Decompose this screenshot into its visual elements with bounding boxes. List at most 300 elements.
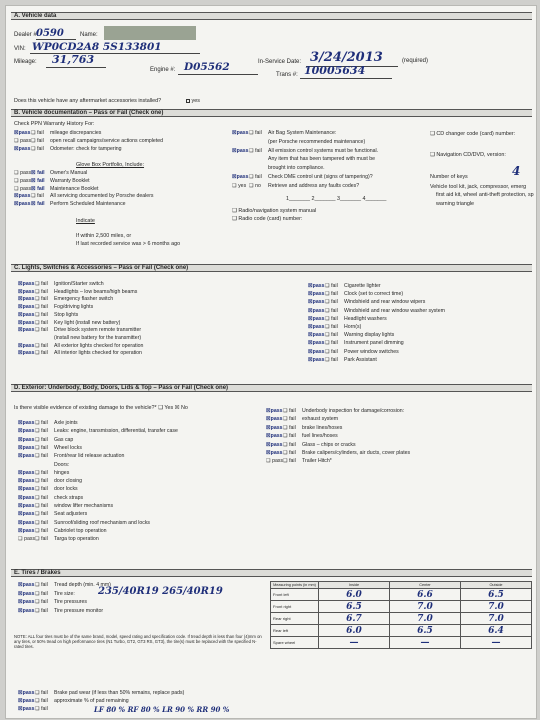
fail-checkbox[interactable]: ❑ fail: [325, 307, 338, 314]
checklist-item-label: Power window switches: [344, 348, 399, 355]
checklist-item-label: Owner's Manual: [50, 170, 88, 176]
tread-depth-cell: 6.5: [319, 601, 390, 613]
tire-size-value: 235/40R19 265/40R19: [98, 586, 223, 597]
checklist-row: [18, 327, 141, 333]
tread-depth-table: [270, 581, 532, 649]
fail-checkbox[interactable]: ❑ fail: [35, 444, 48, 451]
checklist-row: [232, 174, 373, 180]
checklist-item-label: Emergency flasher switch: [54, 296, 114, 303]
tread-depth-cell: 7.0: [461, 613, 532, 625]
fail-checkbox[interactable]: ❑ fail: [325, 332, 338, 339]
table-row: [271, 637, 532, 649]
pass-checkbox[interactable]: ☒pass: [18, 503, 35, 509]
pass-checkbox[interactable]: ☒pass: [18, 304, 35, 311]
fail-checkbox[interactable]: ❑ fail: [35, 511, 48, 518]
fail-checkbox[interactable]: ❑ fail: [325, 291, 338, 298]
pass-checkbox[interactable]: ☒pass: [232, 147, 249, 154]
checklist-row: [18, 520, 150, 526]
pass-checkbox[interactable]: ☒pass: [18, 469, 35, 476]
fail-checkbox[interactable]: ❑ fail: [325, 324, 338, 330]
engine-value: D05562: [184, 61, 230, 73]
checklist-row: [308, 324, 361, 330]
checklist-item-label: Ignition/Starter switch: [54, 281, 104, 287]
checklist-row: [18, 304, 93, 310]
tool-kit-label: Vehicle tool kit, jack, compressor, emerg: [430, 184, 527, 190]
fail-checkbox[interactable]: ❑ fail: [35, 582, 48, 588]
section-a-header: A. Vehicle data: [11, 12, 532, 20]
fail-checkbox[interactable]: ❑ fail: [31, 145, 44, 152]
pass-checkbox[interactable]: ☒pass: [18, 420, 35, 426]
fail-checkbox[interactable]: ❑ fail: [325, 356, 338, 363]
accessories-yes: [186, 98, 200, 104]
checklist-row: [18, 582, 111, 588]
pass-checkbox[interactable]: ☒pass: [18, 607, 35, 614]
pass-checkbox[interactable]: ☒pass: [14, 130, 31, 136]
fail-checkbox[interactable]: ☒ fail: [31, 185, 45, 192]
glovebox-heading: Glove Box Portfolio, Include:: [76, 162, 145, 168]
checklist-row: [266, 416, 338, 422]
pass-checkbox[interactable]: ☒pass: [266, 441, 283, 448]
table-header-cell: Inside: [319, 582, 390, 589]
pass-checkbox[interactable]: ☒pass: [18, 511, 35, 518]
fail-checkbox[interactable]: ❑ fail: [35, 478, 48, 485]
pass-checkbox[interactable]: ☒pass: [18, 453, 35, 460]
checklist-item-label: All servicing documented by Porsche dealers: [50, 193, 154, 200]
checklist-item-label: Clock (set to correct time): [344, 291, 404, 298]
checklist-item-label: Tire pressures: [54, 599, 87, 606]
if-last-service-label: If last recorded service was > 6 months ago: [76, 241, 181, 247]
checklist-row: [18, 511, 87, 517]
brake-pad-value: LF 80 % RF 80 % LR 90 % RR 90 %: [94, 705, 230, 714]
checklist-row: [266, 442, 356, 448]
pass-checkbox[interactable]: ☒pass: [308, 283, 325, 289]
fail-checkbox[interactable]: ❑ fail: [325, 348, 338, 355]
pass-checkbox[interactable]: ☒pass: [18, 342, 35, 349]
checklist-row: [18, 503, 113, 509]
pass-checkbox[interactable]: ☒pass: [14, 201, 31, 208]
pass-checkbox[interactable]: ☒pass: [18, 706, 35, 713]
checklist-row: [18, 428, 178, 434]
fail-checkbox[interactable]: ❑ fail: [35, 288, 48, 295]
tread-depth-cell: —: [390, 637, 461, 649]
checklist-row: [266, 425, 342, 431]
pass-checkbox[interactable]: ☒pass: [18, 486, 35, 493]
pass-checkbox[interactable]: ☒pass: [308, 340, 325, 347]
fail-checkbox[interactable]: ❑ fail: [35, 607, 48, 614]
pass-checkbox[interactable]: ❑ pass: [14, 170, 32, 176]
checklist-row: [18, 599, 87, 605]
tool-kit-line2: first aid kit, wheel anti-theft protection, sp: [436, 192, 534, 198]
pass-checkbox[interactable]: ☒pass: [308, 315, 325, 322]
fail-checkbox[interactable]: ❑ fail: [249, 147, 262, 154]
checklist-item-label: Headlight washers: [344, 315, 387, 322]
checklist-item-label: door locks: [54, 486, 78, 493]
checklist-row: [18, 690, 184, 696]
checklist-row: [232, 130, 336, 136]
pass-checkbox[interactable]: ☒pass: [266, 450, 283, 456]
checklist-item-label: Trailer Hitch*: [302, 458, 332, 465]
checklist-item-label: brake lines/hoses: [302, 424, 343, 431]
tire-note: NOTE: ALL four tires must be of the same brand, model, speed rating and specification code. If tread depth is less than four (4)mm on any tires, or 50% tread on high performance tires (N1 Turbo, GT2, GT3 RS, GT3), the tire(s) must be replaced with the specified N-rated tires.: [14, 634, 262, 650]
checklist-item-label: (install new battery for the transmitter): [54, 334, 142, 341]
checklist-item-label: window lifter mechanisms: [54, 503, 114, 509]
tread-depth-cell: 6.6: [390, 589, 461, 601]
fail-checkbox[interactable]: ❑ fail: [283, 458, 296, 465]
fail-checkbox[interactable]: ☒ fail: [31, 177, 45, 184]
checklist-row: [18, 706, 54, 712]
checklist-row: [18, 486, 78, 492]
in-service-value: 3/24/2013: [310, 50, 383, 65]
engine-label: Engine #:: [150, 67, 176, 73]
pass-checkbox[interactable]: ☒pass: [308, 348, 325, 355]
table-row: [271, 625, 532, 637]
checklist-row: [18, 536, 99, 542]
checklist-item-label: Cigarette lighter: [344, 283, 381, 289]
checklist-row: [232, 183, 359, 189]
checklist-row: [232, 139, 365, 145]
engine-underline: [178, 74, 258, 75]
pass-checkbox[interactable]: ☒pass: [18, 444, 35, 451]
checklist-item-label: Odometer: check for tampering: [50, 145, 122, 152]
checklist-item-label: check straps: [54, 494, 84, 501]
fail-checkbox[interactable]: ❑ fail: [35, 519, 48, 526]
checklist-row: [308, 332, 394, 338]
tread-depth-cell: 7.0: [461, 601, 532, 613]
radio-system-manual: ❑ Radio/navigation system manual: [232, 208, 317, 214]
checklist-item-label: Underbody inspection for damage/corrosion:: [302, 408, 405, 414]
fail-checkbox[interactable]: ❑ fail: [35, 342, 48, 349]
fail-checkbox[interactable]: ❑ fail: [35, 706, 48, 713]
fail-checkbox[interactable]: ❑ fail: [35, 420, 48, 426]
fail-checkbox[interactable]: ❑ fail: [35, 350, 48, 357]
fail-checkbox[interactable]: ❑ fail: [283, 416, 296, 423]
checklist-item-label: All exterior lights checked for operation: [54, 342, 144, 349]
checklist-row: [18, 495, 83, 501]
fail-checkbox[interactable]: ❑ fail: [35, 527, 48, 534]
dealer-value: 0590: [36, 28, 64, 39]
checklist-item-label: Gas cap: [54, 436, 74, 443]
checklist-row: [18, 281, 104, 287]
checklist-item-label: Sunroof/sliding roof mechanism and locks: [54, 519, 151, 526]
pass-checkbox[interactable]: ☒pass: [266, 408, 283, 414]
checklist-row: [14, 146, 122, 152]
checklist-item-label: Wheel locks: [54, 444, 82, 451]
fail-checkbox[interactable]: ❑ fail: [283, 450, 296, 456]
fail-checkbox[interactable]: ❑ fail: [35, 281, 48, 287]
fail-checkbox[interactable]: ❑ no: [249, 182, 261, 189]
checklist-row: [308, 291, 403, 297]
fail-checkbox[interactable]: ❑ fail: [35, 327, 48, 334]
fail-checkbox[interactable]: ❑ fail: [35, 319, 48, 326]
fail-checkbox[interactable]: ❑ fail: [35, 453, 48, 460]
pass-checkbox[interactable]: ☒pass: [18, 599, 35, 606]
fail-checkbox[interactable]: ❑ fail: [283, 408, 296, 414]
checklist-row: [18, 453, 124, 459]
checklist-item-label: Cabriolet top operation: [54, 527, 107, 534]
checklist-row: [14, 186, 98, 192]
checklist-row: [18, 608, 103, 614]
trans-value: 10005634: [304, 64, 366, 77]
fail-checkbox[interactable]: ❑ fail: [325, 299, 338, 306]
pass-checkbox[interactable]: ☒pass: [18, 590, 35, 597]
ppn-history-label: Check PPN Warranty History For:: [14, 121, 95, 127]
if-within-label: If within 2,500 miles, or: [76, 233, 132, 239]
checklist-item-label: fuel lines/hoses: [302, 433, 338, 440]
checklist-item-label: mileage discrepancies: [50, 130, 102, 136]
checklist-item-label: Fog/driving lights: [54, 304, 94, 311]
tread-depth-cell: 6.0: [319, 625, 390, 637]
table-header-row: [271, 582, 532, 589]
dealer-label: Dealer #:: [14, 32, 39, 38]
dealer-underline: [36, 39, 76, 40]
pass-checkbox[interactable]: ☒pass: [266, 424, 283, 431]
checklist-row: [18, 698, 129, 704]
checklist-item-label: Air Bag System Maintenance:: [268, 130, 337, 136]
tread-depth-cell: 7.0: [390, 601, 461, 613]
section-c-header: C. Lights, Switches & Accessories – Pass or Fail (Check one): [11, 264, 532, 272]
mileage-value: 31,763: [52, 53, 95, 66]
checklist-row: [266, 458, 332, 464]
checklist-item-label: Horn(s): [344, 324, 362, 330]
inspection-sheet: [6, 6, 536, 718]
fail-checkbox[interactable]: ❑ fail: [35, 494, 48, 501]
pass-checkbox[interactable]: ☒pass: [18, 494, 35, 501]
checklist-item-label: Key light (install new battery): [54, 319, 121, 326]
checklist-item-label: Brake calipers/cylinders, air ducts, cover plates: [302, 450, 411, 456]
mileage-label: Mileage:: [14, 59, 37, 65]
checklist-row: [232, 165, 325, 171]
trans-underline: [300, 78, 392, 79]
table-row: [271, 601, 532, 613]
checklist-row: [14, 138, 163, 144]
pass-checkbox[interactable]: ☒pass: [18, 327, 35, 334]
fail-checkbox[interactable]: ❑ fail: [35, 503, 48, 509]
section-b-header: B. Vehicle documentation – Pass or Fail (Check one): [11, 109, 532, 117]
tread-depth-cell: 6.5: [390, 625, 461, 637]
fail-checkbox[interactable]: ❑ fail: [35, 690, 48, 696]
vin-value: WP0CD2A8 5S133801: [32, 41, 162, 53]
pass-checkbox[interactable]: ☒pass: [308, 299, 325, 306]
section-d-header: D. Exterior: Underbody, Body, Doors, Lids & Top – Pass or Fail (Check one): [11, 384, 532, 392]
pass-checkbox[interactable]: ☒pass: [14, 193, 31, 200]
pass-checkbox[interactable]: ☒pass: [308, 307, 325, 314]
table-header-cell: Measuring points (in mm): [271, 582, 319, 589]
tread-depth-cell: 6.0: [319, 589, 390, 601]
pass-checkbox[interactable]: ☒pass: [18, 428, 35, 435]
fail-checkbox[interactable]: ❑ fail: [35, 304, 48, 311]
tread-depth-cell: 7.0: [390, 613, 461, 625]
in-service-label: In-Service Date:: [258, 59, 302, 65]
pass-checkbox[interactable]: ☒pass: [266, 433, 283, 440]
pass-checkbox[interactable]: ☒pass: [18, 311, 35, 318]
table-header-cell: Outside: [461, 582, 532, 589]
mileage-underline: [46, 67, 106, 68]
checklist-item-label: exhaust system: [302, 416, 339, 423]
checklist-item-label: Park Assistant: [344, 356, 377, 363]
fail-checkbox[interactable]: ❑ fail: [283, 433, 296, 440]
checklist-item-label: open recall campaigns/service actions completed: [50, 137, 164, 144]
tread-depth-cell: —: [461, 637, 532, 649]
checklist-item-label: door closing: [54, 478, 82, 485]
checklist-row: [18, 296, 113, 302]
checklist-row: [18, 320, 120, 326]
fail-checkbox[interactable]: ❑ fail: [249, 130, 262, 136]
checklist-item-label: Retrieve and address any faults codes?: [268, 182, 360, 189]
fail-checkbox[interactable]: ❑ fail: [325, 340, 338, 347]
required-note: (required): [402, 58, 429, 64]
table-row-label: Front left: [271, 589, 319, 601]
fail-checkbox[interactable]: ❑ fail: [35, 536, 48, 543]
checklist-row: [18, 289, 137, 295]
checklist-item-label: All interior lights checked for operation: [54, 350, 142, 357]
table-row: [271, 589, 532, 601]
fail-checkbox[interactable]: ❑ fail: [35, 436, 48, 443]
checklist-row: [14, 178, 90, 184]
pass-checkbox[interactable]: ☒pass: [18, 319, 35, 326]
checklist-item-label: Tread depth (min. 4 mm): [54, 582, 111, 588]
checklist-item-label: Instrument panel dimming: [344, 340, 404, 347]
cd-changer-label: ❑ CD changer code (card) number:: [430, 131, 516, 137]
checklist-row: [18, 437, 73, 443]
checklist-item-label: Maintenance Booklet: [50, 185, 99, 192]
nav-cd-label: ❑ Navigation CD/DVD, version:: [430, 152, 506, 158]
fail-checkbox[interactable]: ❑ fail: [31, 137, 44, 144]
pass-checkbox[interactable]: ❑ pass: [14, 137, 32, 144]
checklist-row: [232, 156, 375, 162]
redacted-name: [104, 26, 196, 40]
pass-checkbox[interactable]: ☒pass: [232, 130, 249, 136]
tread-depth-cell: 6.4: [461, 625, 532, 637]
checklist-row: [308, 340, 404, 346]
table-row-label: Rear right: [271, 613, 319, 625]
checklist-row: [14, 193, 154, 199]
fail-checkbox[interactable]: ❑ fail: [35, 469, 48, 476]
checklist-item-label: (per Porsche recommended maintenance): [268, 138, 366, 145]
checklist-item-label: Check DME control unit (signs of tampering)?: [268, 174, 373, 180]
checklist-item-label: Brake pad wear (if less than 50% remains, replace pads): [54, 690, 185, 696]
checklist-row: [18, 591, 75, 597]
pass-checkbox[interactable]: ❑ yes: [232, 182, 247, 189]
pass-checkbox[interactable]: ☒pass: [308, 332, 325, 339]
checklist-item-label: brought into compliance.: [268, 165, 325, 172]
checklist-row: [14, 201, 126, 207]
checklist-row: [308, 316, 387, 322]
pass-checkbox[interactable]: ❑ pass: [14, 177, 32, 184]
checklist-item-label: Warning display lights: [344, 332, 395, 339]
pass-checkbox[interactable]: ☒pass: [18, 519, 35, 526]
fail-checkbox[interactable]: ❑ fail: [35, 296, 48, 303]
checklist-item-label: Warranty Booklet: [50, 177, 90, 184]
checklist-row: [18, 343, 143, 349]
checklist-item-label: Front/rear lid release actuation: [54, 453, 125, 460]
checklist-row: [18, 335, 141, 341]
fail-checkbox[interactable]: ❑ fail: [325, 315, 338, 322]
fail-checkbox[interactable]: ❑ fail: [35, 698, 48, 705]
checklist-item-label: hinges: [54, 469, 70, 476]
checklist-item-label: Doors:: [54, 461, 70, 468]
checklist-row: [18, 478, 82, 484]
checklist-item-label: Tire pressure monitor: [54, 607, 104, 614]
table-row-label: Front right: [271, 601, 319, 613]
checklist-item-label: Leaks: engine, transmission, differential, transfer case: [54, 428, 178, 435]
checklist-row: [308, 299, 425, 305]
accessories-yes-label: yes: [191, 98, 200, 104]
pass-checkbox[interactable]: ☒pass: [18, 478, 35, 485]
checklist-row: [18, 470, 69, 476]
fail-checkbox[interactable]: ❑ fail: [35, 311, 48, 318]
checklist-item-label: Glass – chips or cracks: [302, 441, 356, 448]
accessories-checkbox[interactable]: [186, 99, 190, 103]
checklist-row: [14, 130, 101, 136]
pass-checkbox[interactable]: ☒pass: [14, 145, 31, 152]
fail-checkbox[interactable]: ❑ fail: [35, 599, 48, 606]
checklist-item-label: Windshield and rear window washer system: [344, 307, 445, 314]
checklist-row: [18, 350, 142, 356]
radio-code-label: ❑ Radio code (card) number:: [232, 216, 303, 222]
fail-checkbox[interactable]: ☒ fail: [31, 170, 45, 176]
pass-checkbox[interactable]: ☒pass: [308, 324, 325, 330]
pass-checkbox[interactable]: ☒pass: [232, 174, 249, 180]
checklist-item-label: Axle joints: [54, 420, 78, 426]
fail-checkbox[interactable]: ❑ fail: [35, 486, 48, 493]
pass-checkbox[interactable]: ☒pass: [18, 527, 35, 534]
pass-checkbox[interactable]: ❑ pass: [14, 185, 32, 192]
fail-checkbox[interactable]: ❑ fail: [283, 441, 296, 448]
vin-label: VIN:: [14, 46, 26, 52]
fail-checkbox[interactable]: ☒ fail: [31, 201, 45, 208]
pass-checkbox[interactable]: ☒pass: [266, 416, 283, 423]
warning-triangle-label: warning triangle: [436, 201, 475, 207]
pass-checkbox[interactable]: ☒pass: [18, 582, 35, 588]
fail-checkbox[interactable]: ❑ fail: [31, 193, 44, 200]
pass-checkbox[interactable]: ❑ pass: [266, 458, 284, 465]
fail-checkbox[interactable]: ❑ fail: [283, 424, 296, 431]
pass-checkbox[interactable]: ☒pass: [18, 698, 35, 705]
fail-checkbox[interactable]: ❑ fail: [35, 428, 48, 435]
keys-label: Number of keys: [430, 174, 468, 180]
pass-checkbox[interactable]: ☒pass: [18, 690, 35, 696]
tread-depth-cell: —: [319, 637, 390, 649]
checklist-item-label: Drive block system remote transmitter: [54, 327, 142, 334]
damage-question: Is there visible evidence of existing damage to the vehicle?* ❑ Yes ☒ No: [14, 405, 188, 411]
pass-checkbox[interactable]: ☒pass: [308, 291, 325, 298]
pass-checkbox[interactable]: ❑ pass: [18, 536, 36, 543]
checklist-row: [308, 357, 377, 363]
checklist-row: [266, 433, 338, 439]
fail-checkbox[interactable]: ❑ fail: [249, 174, 262, 180]
checklist-row: [18, 528, 107, 534]
pass-checkbox[interactable]: ☒pass: [18, 281, 35, 287]
pass-checkbox[interactable]: ☒pass: [18, 296, 35, 303]
checklist-item-label: Perform Scheduled Maintenance: [50, 201, 126, 208]
trans-label: Trans #:: [276, 72, 298, 78]
section-e-header: E. Tires / Brakes: [11, 569, 532, 577]
pass-checkbox[interactable]: ☒pass: [308, 356, 325, 363]
pass-checkbox[interactable]: ☒pass: [18, 350, 35, 357]
fail-checkbox[interactable]: ❑ fail: [35, 590, 48, 597]
checklist-row: [232, 148, 378, 154]
fail-checkbox[interactable]: ❑ fail: [31, 130, 44, 136]
fail-checkbox[interactable]: ❑ fail: [325, 283, 338, 289]
checklist-item-label: Stop lights: [54, 311, 79, 318]
checklist-row: [18, 312, 78, 318]
checklist-item-label: approximate % of pad remaining: [54, 698, 129, 705]
pass-checkbox[interactable]: ☒pass: [18, 436, 35, 443]
pass-checkbox[interactable]: ☒pass: [18, 288, 35, 295]
indicate-label: Indicate: [76, 218, 95, 224]
keys-value: 4: [512, 164, 521, 178]
checklist-item-label: Tire size:: [54, 590, 75, 597]
